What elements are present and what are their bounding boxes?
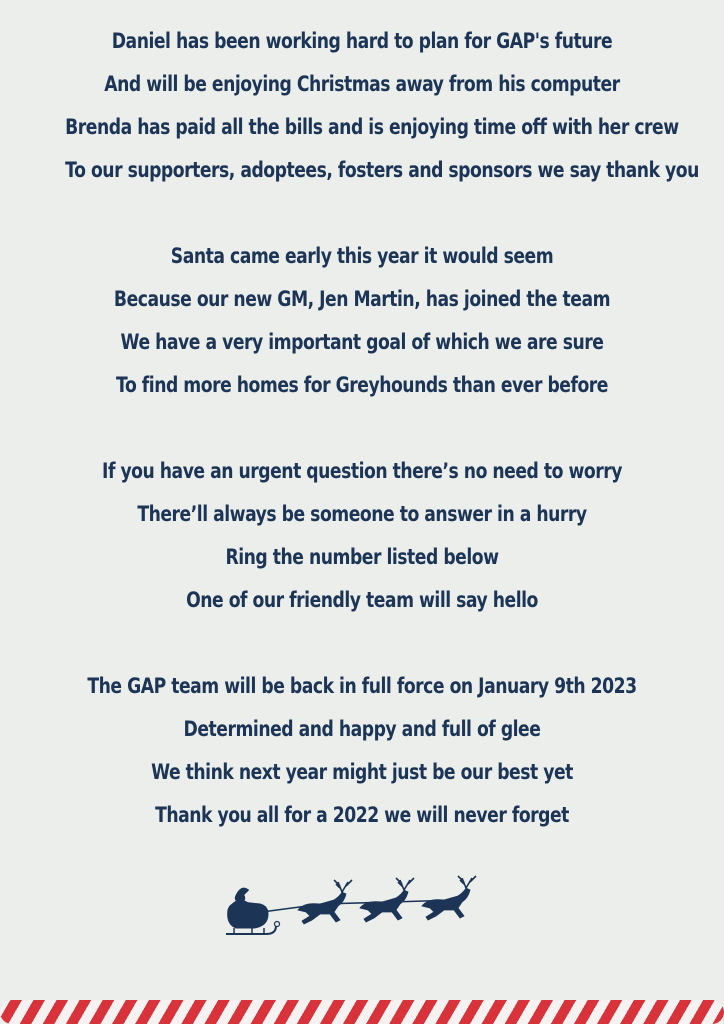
poem-line: We think next year might just be our best yet	[151, 760, 573, 784]
poem-line: And will be enjoying Christmas away from his computer	[104, 72, 620, 96]
poem-line: Because our new GM, Jen Martin, has joined the team	[113, 287, 611, 311]
poem-line: We have a very important goal of which we are sure	[120, 330, 604, 354]
verse-3	[0, 450, 724, 622]
verse-spacer	[0, 192, 724, 235]
poem-line: One of our friendly team will say hello	[186, 588, 538, 612]
santa-sleigh-reindeer-icon	[222, 868, 492, 948]
christmas-poem	[0, 20, 724, 837]
verse-2	[0, 235, 724, 407]
poem-line: Ring the number listed below	[225, 545, 499, 569]
poem-line: Thank you all for a 2022 we will never forget	[155, 803, 569, 827]
poem-line: Daniel has been working hard to plan for GAP's future	[111, 29, 613, 53]
poem-line: If you have an urgent question there’s no need to worry	[102, 459, 622, 483]
poem-line: Santa came early this year it would seem	[170, 244, 554, 268]
verse-1	[0, 20, 724, 192]
candy-cane-border	[0, 1000, 724, 1024]
verse-4	[0, 665, 724, 837]
poem-line: There’ll always be someone to answer in a hurry	[137, 502, 587, 526]
poem-line: To find more homes for Greyhounds than ever before	[115, 373, 609, 397]
poem-line: The GAP team will be back in full force on January 9th 2023	[87, 674, 637, 698]
poem-line: Determined and happy and full of glee	[183, 717, 541, 741]
poem-line: Brenda has paid all the bills and is enjoying time off with her crew	[65, 115, 679, 139]
poem-line: To our supporters, adoptees, fosters and sponsors we say thank you	[65, 158, 699, 182]
verse-spacer	[0, 622, 724, 665]
verse-spacer	[0, 407, 724, 450]
